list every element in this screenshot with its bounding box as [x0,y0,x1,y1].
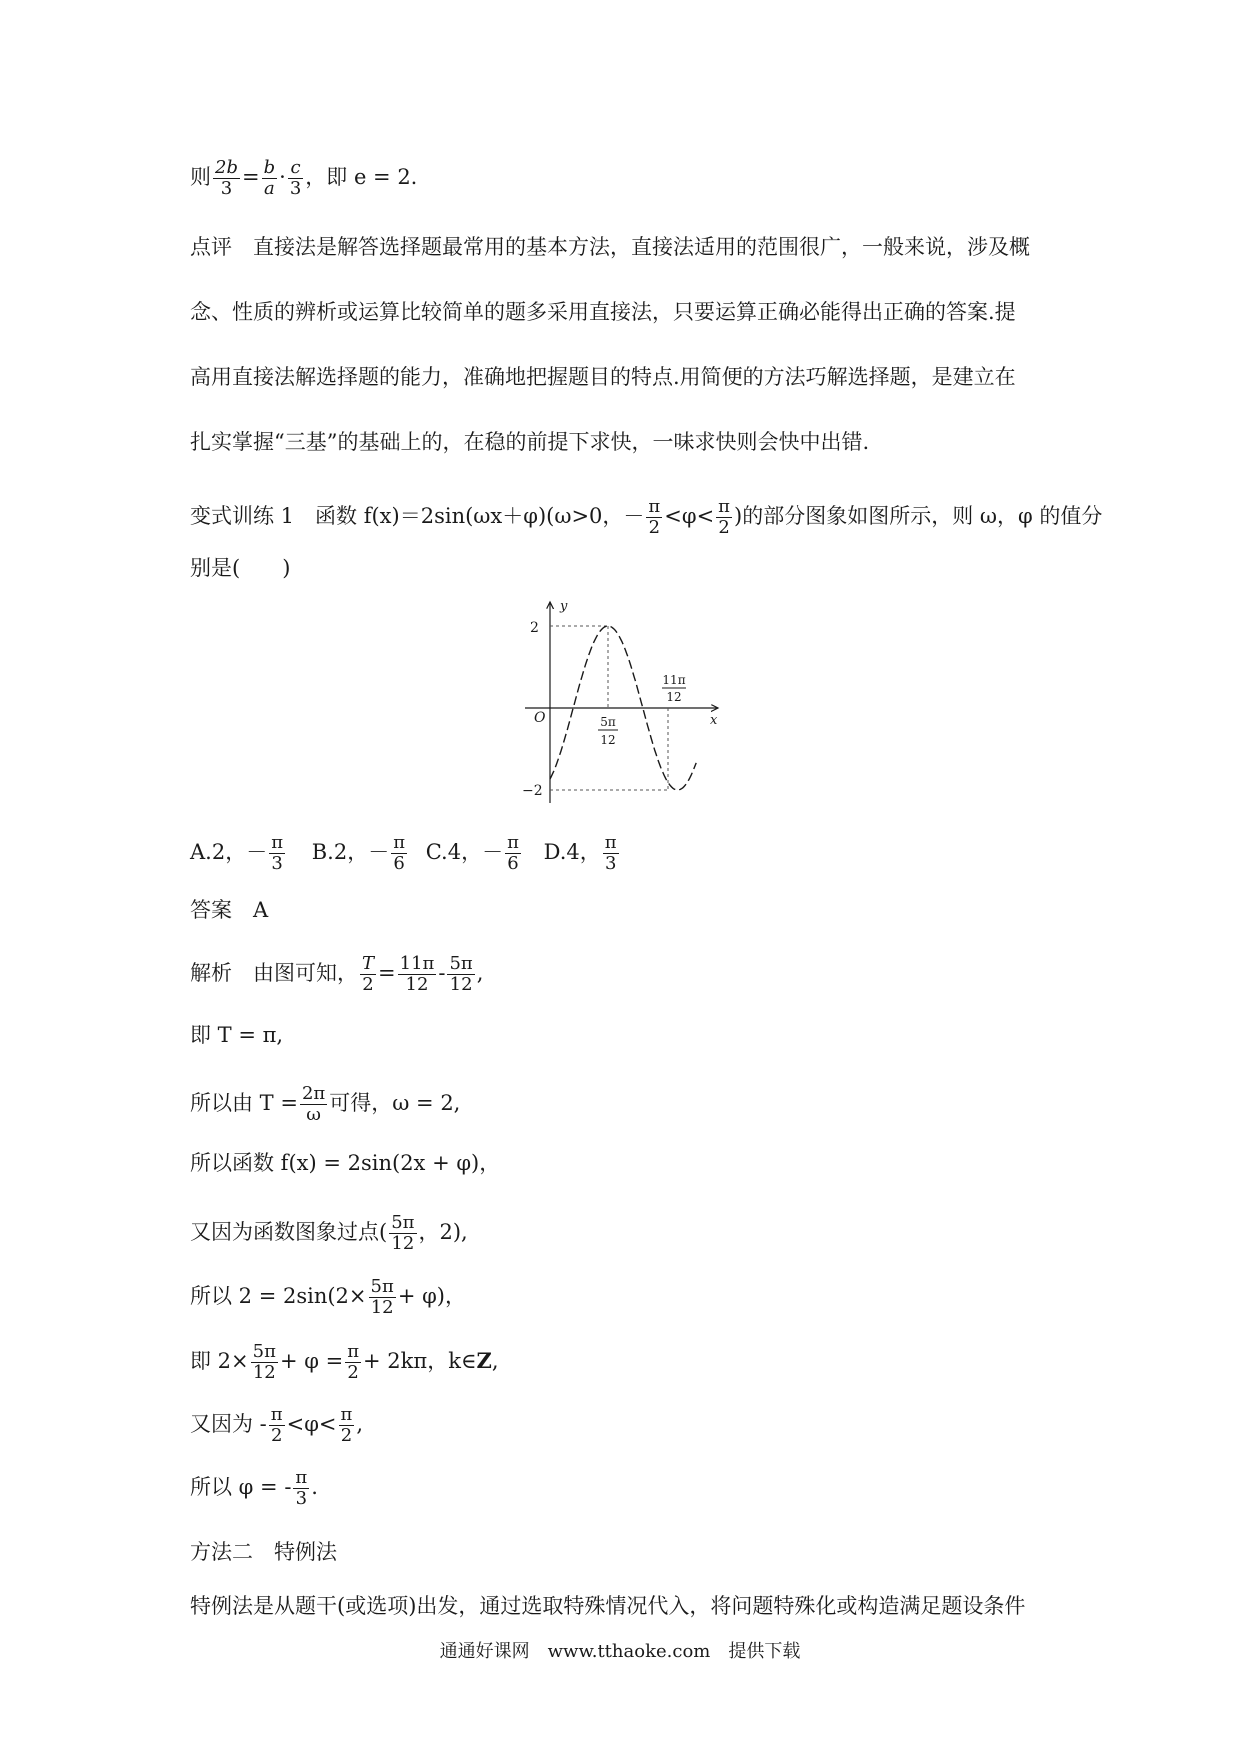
solution-step-9: 所以 φ = - $\frac{\pi}{3}$ . [190,1467,318,1509]
solution-step-8: 又因为 - $\frac{\pi}{2}$ <φ< $\frac{\pi}{2}$ , [190,1404,364,1446]
tick-11pi-12-den: 12 [666,690,682,704]
comment-line-4: 扎实掌握“三基”的基础上的，在稳的前提下求快，一味求快则会快中出错. [190,430,870,454]
solution-step-2: 即 T = π, [190,1023,284,1047]
exercise-statement: 变式训练 1 函数 f(x)＝2sin(ωx＋φ)(ω>0，－ $\frac{\pi}{2}$ <φ< $\frac{\pi}{2}$ )的部分图象如图所示，则 ω，φ 的值分 [190,496,1103,538]
comment-line-1: 点评 直接法是解答选择题最常用的基本方法，直接法适用的范围很广，一般来说，涉及概 [190,235,1030,259]
solution-step-4: 所以函数 f(x) = 2sin(2x + φ)， [190,1151,501,1175]
option-c: C.4，－ $\frac{\pi}{6}$ [425,832,519,874]
comment-line-2: 念、性质的辨析或运算比较简单的题多采用直接法，只要运算正确必能得出正确的答案.提 [190,300,1016,324]
method-text: 特例法是从题干(或选项)出发，通过选取特殊情况代入，将问题特殊化或构造满足题设条件 [190,1594,1026,1618]
y-max-label: 2 [530,620,539,636]
option-d: D.4， $\frac{\pi}{3}$ [543,832,617,874]
option-b: B.2，－ $\frac{\pi}{6}$ [311,832,406,874]
option-a: A.2，－ $\frac{\pi}{3}$ [190,832,284,874]
answer-options [190,833,621,874]
tick-11pi-12-num: 11π [662,673,686,687]
tick-5pi-12-den: 12 [600,733,616,747]
solution-step-1: 解析 由图可知， $\frac{T}{2}$ = $\frac{11\pi}{12}$ - $\frac{5\pi}{12}$ , [190,953,484,995]
solution-step-3: 所以由 T = $\frac{2\pi}{\omega}$ 可得，ω = 2, [190,1083,461,1125]
sine-graph [520,598,730,806]
solution-step-6: 所以 2 = 2sin(2× $\frac{5\pi}{12}$ + φ)， [190,1276,466,1318]
y-axis-label: y [560,599,568,614]
method-heading: 方法二 特例法 [190,1540,337,1564]
comment-line-3: 高用直接法解选择题的能力，准确地把握题目的特点.用简便的方法巧解选择题，是建立在 [190,365,1016,389]
page-footer: 通通好课网 www.tthaoke.com 提供下载 [439,1641,801,1662]
answer-line: 答案 A [190,898,269,922]
exercise-statement-2: 别是( ) [190,556,291,580]
y-min-label: −2 [522,783,543,799]
x-axis-label: x [710,713,718,728]
tick-5pi-12-num: 5π [600,715,616,729]
solution-step-5: 又因为函数图象过点( $\frac{5\pi}{12}$ ，2), [190,1212,468,1254]
derivation-line: 则 $\frac{2b}{3}$ = $\frac{b}{a}$ · $\frac{c}{3}$ ，即 e = 2. [190,157,418,199]
solution-step-7: 即 2× $\frac{5\pi}{12}$ + φ = $\frac{\pi}{2}$ + 2kπ，k∈Z, [190,1341,499,1383]
origin-label: O [534,710,546,726]
